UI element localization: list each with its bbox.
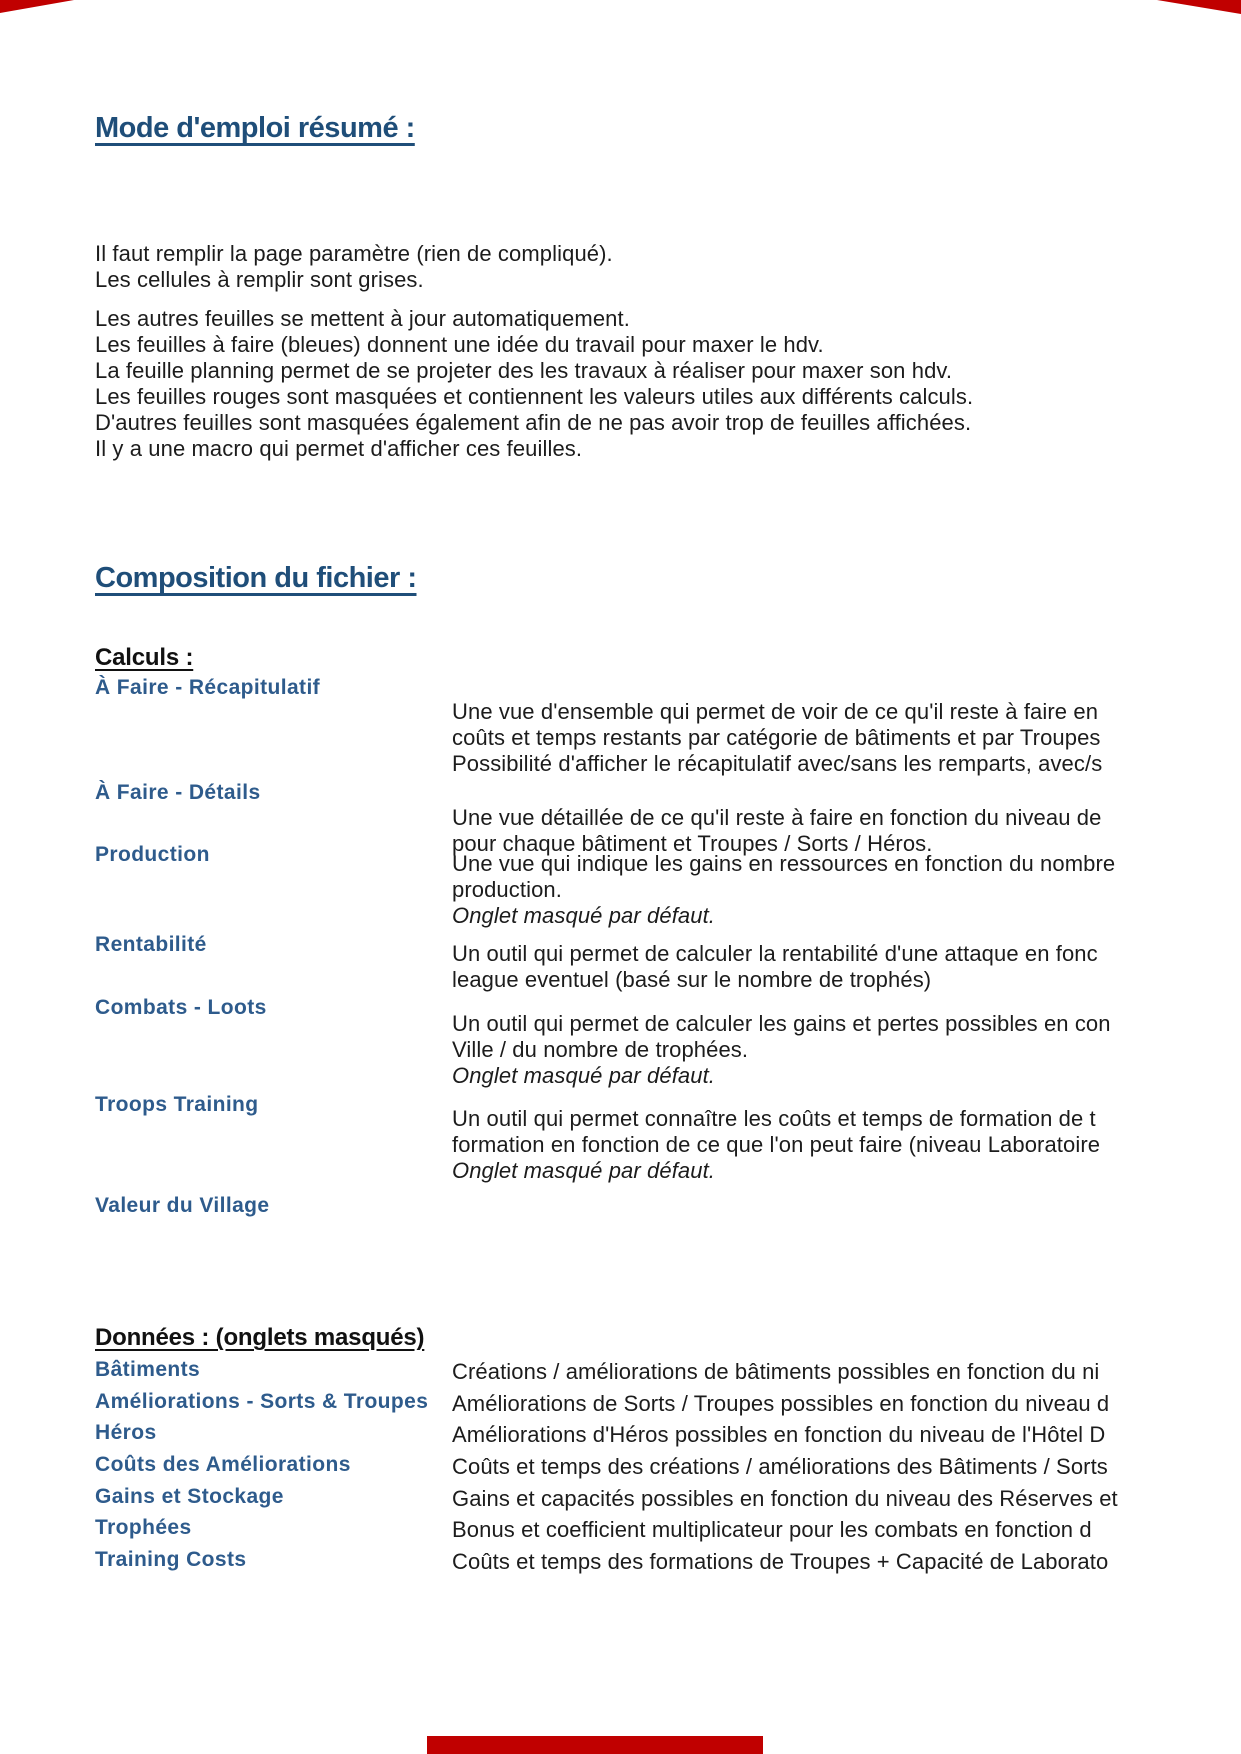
- sheet-label-trophees: Trophées: [95, 1516, 192, 1539]
- desc-line: Une vue détaillée de ce qu'il reste à faire en fonction du niveau de: [452, 805, 1102, 830]
- sheet-label-a-faire-recapitulatif: À Faire - Récapitulatif: [95, 676, 321, 699]
- desc-line: pour chaque bâtiment et Troupes / Sorts / Héros.: [452, 831, 933, 856]
- desc-line: Possibilité d'afficher le récapitulatif avec/sans les remparts, avec/s: [452, 751, 1103, 776]
- desc-line: production.: [452, 877, 562, 902]
- sheet-desc-ameliorations-sorts-troupes: [452, 1391, 1241, 1417]
- intro-line: Les feuilles rouges sont masquées et contiennent les valeurs utiles aux différents calculs.: [95, 384, 974, 409]
- sheet-desc-heros: [452, 1422, 1241, 1448]
- sheet-desc-gains-et-stockage: [452, 1486, 1241, 1512]
- sheet-desc-production: [452, 851, 1241, 929]
- sheet-desc-troops-training: [452, 1106, 1241, 1184]
- desc-line: Créations / améliorations de bâtiments possibles en fonction du ni: [452, 1359, 1100, 1384]
- desc-line: Une vue qui indique les gains en ressources en fonction du nombre: [452, 851, 1116, 876]
- intro-line: La feuille planning permet de se projeter des les travaux à réaliser pour maxer son hdv.: [95, 358, 953, 383]
- intro-line: D'autres feuilles sont masquées également afin de ne pas avoir trop de feuilles affichées.: [95, 410, 972, 435]
- sheet-label-training-costs: Training Costs: [95, 1548, 247, 1571]
- hidden-tab-note: Onglet masqué par défaut.: [452, 1158, 715, 1183]
- desc-line: Un outil qui permet de calculer les gains et pertes possibles en con: [452, 1011, 1111, 1036]
- red-edge-mark-top-right: [1157, 0, 1241, 14]
- sheet-desc-couts-des-ameliorations: [452, 1454, 1241, 1480]
- sheet-label-heros: Héros: [95, 1421, 157, 1444]
- red-edge-mark-bottom: [427, 1736, 763, 1754]
- sheet-desc-rentabilite: [452, 941, 1241, 993]
- desc-line: Un outil qui permet connaître les coûts et temps de formation de t: [452, 1106, 1096, 1131]
- sheet-label-batiments: Bâtiments: [95, 1358, 201, 1381]
- desc-line: formation en fonction de ce que l'on peut faire (niveau Laboratoire: [452, 1132, 1101, 1157]
- sheet-desc-training-costs: [452, 1549, 1241, 1575]
- desc-line: Un outil qui permet de calculer la rentabilité d'une attaque en fonc: [452, 941, 1098, 966]
- sheet-desc-combats-loots: [452, 1011, 1241, 1089]
- desc-line: Coûts et temps des formations de Troupes + Capacité de Laborato: [452, 1549, 1109, 1574]
- desc-line: coûts et temps restants par catégorie de bâtiments et par Troupes: [452, 725, 1101, 750]
- desc-line: Ville / du nombre de trophées.: [452, 1037, 749, 1062]
- intro-paragraph-1: [95, 241, 613, 293]
- intro-line: Il faut remplir la page paramètre (rien de compliqué).: [95, 241, 613, 266]
- sheet-desc-batiments: [452, 1359, 1241, 1385]
- intro-line: Les autres feuilles se mettent à jour automatiquement.: [95, 306, 630, 331]
- desc-line: Améliorations d'Héros possibles en fonction du niveau de l'Hôtel D: [452, 1422, 1106, 1447]
- hidden-tab-note: Onglet masqué par défaut.: [452, 903, 715, 928]
- composition-title: Composition du fichier :: [95, 562, 417, 594]
- sheet-label-ameliorations-sorts-troupes: Améliorations - Sorts & Troupes: [95, 1390, 429, 1413]
- sheet-label-couts-des-ameliorations: Coûts des Améliorations: [95, 1453, 351, 1476]
- sheet-label-rentabilite: Rentabilité: [95, 933, 207, 956]
- donnees-heading: Données : (onglets masqués): [95, 1324, 425, 1351]
- sheet-label-combats-loots: Combats - Loots: [95, 996, 267, 1019]
- desc-line: Bonus et coefficient multiplicateur pour les combats en fonction d: [452, 1517, 1092, 1542]
- sheet-label-production: Production: [95, 843, 210, 866]
- desc-line: Une vue d'ensemble qui permet de voir de ce qu'il reste à faire en: [452, 699, 1099, 724]
- sheet-desc-trophees: [452, 1517, 1241, 1543]
- page-title: Mode d'emploi résumé :: [95, 112, 415, 144]
- red-edge-mark-top-left: [0, 0, 74, 13]
- calculs-heading: Calculs :: [95, 644, 194, 671]
- intro-paragraph-2: [95, 306, 973, 462]
- desc-line: Améliorations de Sorts / Troupes possibles en fonction du niveau d: [452, 1391, 1110, 1416]
- desc-line: league eventuel (basé sur le nombre de trophés): [452, 967, 932, 992]
- intro-line: Les cellules à remplir sont grises.: [95, 267, 424, 292]
- sheet-desc-a-faire-details: [452, 805, 1241, 857]
- desc-line: Gains et capacités possibles en fonction du niveau des Réserves et: [452, 1486, 1118, 1511]
- sheet-label-gains-et-stockage: Gains et Stockage: [95, 1485, 284, 1508]
- sheet-label-valeur-du-village: Valeur du Village: [95, 1194, 270, 1217]
- hidden-tab-note: Onglet masqué par défaut.: [452, 1063, 715, 1088]
- sheet-desc-a-faire-recapitulatif: [452, 699, 1241, 777]
- desc-line: Coûts et temps des créations / améliorations des Bâtiments / Sorts: [452, 1454, 1108, 1479]
- sheet-label-a-faire-details: À Faire - Détails: [95, 781, 261, 804]
- intro-line: Il y a une macro qui permet d'afficher ces feuilles.: [95, 436, 583, 461]
- intro-line: Les feuilles à faire (bleues) donnent une idée du travail pour maxer le hdv.: [95, 332, 824, 357]
- sheet-label-troops-training: Troops Training: [95, 1093, 259, 1116]
